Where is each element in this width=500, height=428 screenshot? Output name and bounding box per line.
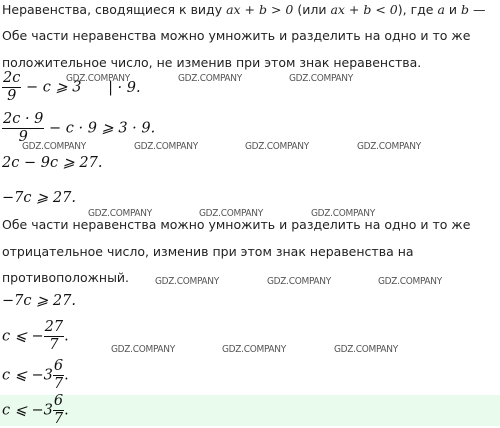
watermark: GDZ.COMPANY xyxy=(357,141,421,152)
step-1-multiplier: | · 9. xyxy=(108,79,141,96)
step-5: −7c ⩾ 27. xyxy=(2,293,76,309)
watermark: GDZ.COMPANY xyxy=(267,276,331,287)
answer-highlight xyxy=(0,395,500,426)
watermark: GDZ.COMPANY xyxy=(334,344,398,355)
step-6: c ⩽ − $\frac{27}{7}$ . xyxy=(2,319,69,353)
intro-text: Неравенства, сводящиеся к виду xyxy=(2,2,227,17)
watermark: GDZ.COMPANY xyxy=(111,344,175,355)
fraction: $\frac{2c}{9}$ xyxy=(3,70,21,104)
rule2-line1: Обе части неравенства можно умножить и разделить на одно и то же xyxy=(2,217,471,232)
inequality-2: ax + b < 0 xyxy=(330,2,398,17)
step-7: c ⩽ −3 $\frac{6}{7}$ . xyxy=(2,358,69,392)
step-8-answer: c ⩽ −3 $\frac{6}{7}$ . xyxy=(2,393,69,427)
fraction: $\frac{2c \cdot 9}{9}$ xyxy=(3,111,44,145)
step-2-rest: − c · 9 ⩾ 3 · 9. xyxy=(49,120,156,137)
var-b: b xyxy=(461,2,470,17)
watermark: GDZ.COMPANY xyxy=(134,141,198,152)
step-1-rest: − c ⩾ 3 xyxy=(25,79,82,96)
fraction: $\frac{6}{7}$ xyxy=(53,393,64,427)
var-a: a xyxy=(437,2,445,17)
intro-text: ), где xyxy=(397,2,438,17)
watermark: GDZ.COMPANY xyxy=(289,73,353,84)
step-3: 2c − 9c ⩾ 27. xyxy=(2,155,103,171)
rule2-line2: отрицательное число, изменив при этом знак неравенства на xyxy=(2,244,414,259)
fraction: $\frac{27}{7}$ xyxy=(44,319,64,353)
watermark: GDZ.COMPANY xyxy=(178,73,242,84)
rule2-line3: противоположный. xyxy=(2,270,130,285)
intro-text: — xyxy=(469,2,486,17)
watermark: GDZ.COMPANY xyxy=(199,208,263,219)
watermark: GDZ.COMPANY xyxy=(66,73,130,84)
rule1-line1: Обе части неравенства можно умножить и разделить на одно и то же xyxy=(2,28,471,43)
intro-line xyxy=(2,2,486,18)
watermark: GDZ.COMPANY xyxy=(222,344,286,355)
watermark: GDZ.COMPANY xyxy=(311,208,375,219)
watermark: GDZ.COMPANY xyxy=(155,276,219,287)
inequality-1: ax + b > 0 xyxy=(226,2,294,17)
step-4: −7c ⩾ 27. xyxy=(2,190,76,206)
watermark: GDZ.COMPANY xyxy=(378,276,442,287)
rule1-line2: положительное число, не изменив при этом знак неравенства. xyxy=(2,55,422,70)
watermark: GDZ.COMPANY xyxy=(88,208,152,219)
intro-text: (или xyxy=(293,2,331,17)
watermark: GDZ.COMPANY xyxy=(22,141,86,152)
intro-text: и xyxy=(444,2,461,17)
fraction: $\frac{6}{7}$ xyxy=(53,358,64,392)
watermark: GDZ.COMPANY xyxy=(245,141,309,152)
